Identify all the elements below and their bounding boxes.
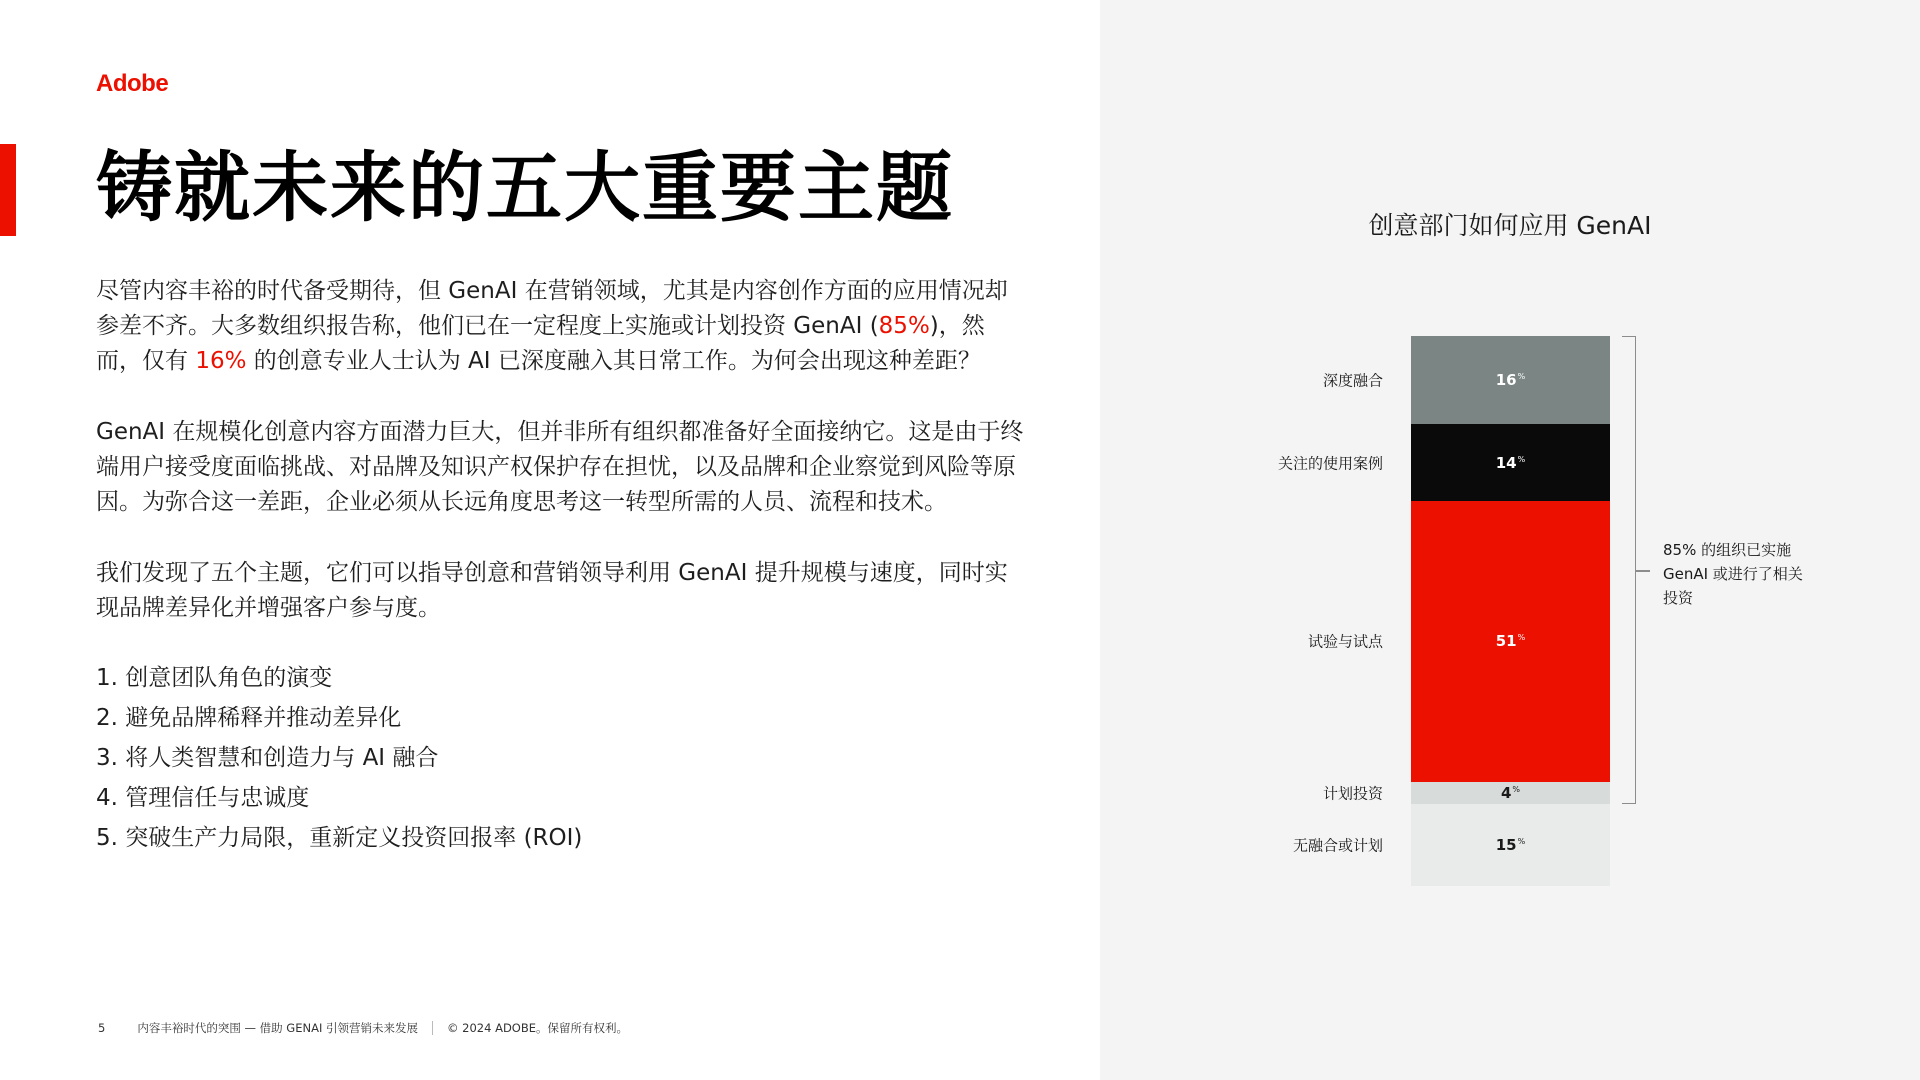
data-label: 51% (1495, 632, 1526, 651)
annotation-bracket-tick (1636, 570, 1650, 572)
themes-list (96, 658, 582, 858)
theme-item: 2. 避免品牌稀释并推动差异化 (96, 705, 402, 731)
chart-annotation: 85% 的组织已实施 GenAI 或进行了相关投资 (1663, 541, 1803, 607)
intro-text-b: )，然而，仅有 (96, 313, 985, 374)
theme-item: 3. 将人类智慧和创造力与 AI 融合 (96, 745, 439, 771)
percent-sign: % (1517, 836, 1526, 846)
intro-text-c: 的创意专业人士认为 AI 已深度融入其日常工作。为何会出现这种差距？ (246, 348, 981, 374)
category-label: 试验与试点 (1307, 632, 1383, 651)
copyright: © 2024 ADOBE。保留所有权利。 (447, 1021, 629, 1035)
report-title: 内容丰裕时代的突围 — 借助 GENAI 引领营销未来发展 (137, 1021, 418, 1035)
data-label: 14% (1495, 453, 1526, 472)
body-text (96, 274, 1026, 662)
footer-divider (432, 1021, 433, 1035)
percent-sign: % (1517, 454, 1526, 464)
data-label: 4% (1500, 783, 1521, 802)
paragraph-potential: GenAI 在规模化创意内容方面潜力巨大，但并非所有组织都准备好全面接纳它。这是由于终端用户接受度面临挑战、对品牌及知识产权保护存在担忧，以及品牌和企业察觉到风险等原因。为弥合这一差距，企业必须从长远角度思考这一转型所需的人员、流程和技术。 (96, 419, 1024, 515)
highlight-85-percent: 85% (878, 313, 930, 339)
theme-item: 4. 管理信任与忠诚度 (96, 785, 310, 811)
percent-sign: % (1512, 784, 1521, 794)
category-label: 计划投资 (1322, 784, 1383, 802)
data-label: 15% (1495, 835, 1526, 854)
page-number: 5 (98, 1021, 106, 1035)
highlight-16-percent: 16% (195, 348, 247, 374)
percent-sign: % (1517, 633, 1526, 643)
title-accent-bar (0, 144, 16, 236)
page-footer (98, 1020, 628, 1036)
theme-item: 5. 突破生产力局限，重新定义投资回报率 (ROI) (96, 825, 583, 851)
bar-segment (1411, 336, 1610, 424)
chart-title: 创意部门如何应用 GenAI (1368, 211, 1652, 240)
intro-text-a: 尽管内容丰裕的时代备受期待，但 GenAI 在营销领域，尤其是内容创作方面的应用情况却参差不齐。大多数组织报告称，他们已在一定程度上实施或计划投资 GenAI ( (96, 278, 1008, 339)
paragraph-intro (96, 274, 1026, 379)
page-title: 铸就未来的五大重要主题 (96, 143, 954, 232)
category-label: 无融合或计划 (1292, 836, 1383, 855)
percent-sign: % (1517, 372, 1526, 381)
adobe-logo: Adobe (96, 70, 169, 97)
bar-segment (1411, 501, 1610, 782)
bar-segment (1411, 804, 1610, 887)
bar-segment (1411, 424, 1610, 501)
theme-item: 1. 创意团队角色的演变 (96, 665, 333, 691)
bar-segment (1411, 782, 1610, 804)
paragraph-themes-intro: 我们发现了五个主题，它们可以指导创意和营销领导利用 GenAI 提升规模与速度，同时实现品牌差异化并增强客户参与度。 (96, 560, 1008, 621)
data-label: 16% (1495, 371, 1526, 389)
stacked-bar (1411, 336, 1610, 886)
category-label: 深度融合 (1322, 371, 1383, 390)
annotation-bracket (1622, 336, 1636, 804)
category-label: 关注的使用案例 (1277, 454, 1383, 472)
